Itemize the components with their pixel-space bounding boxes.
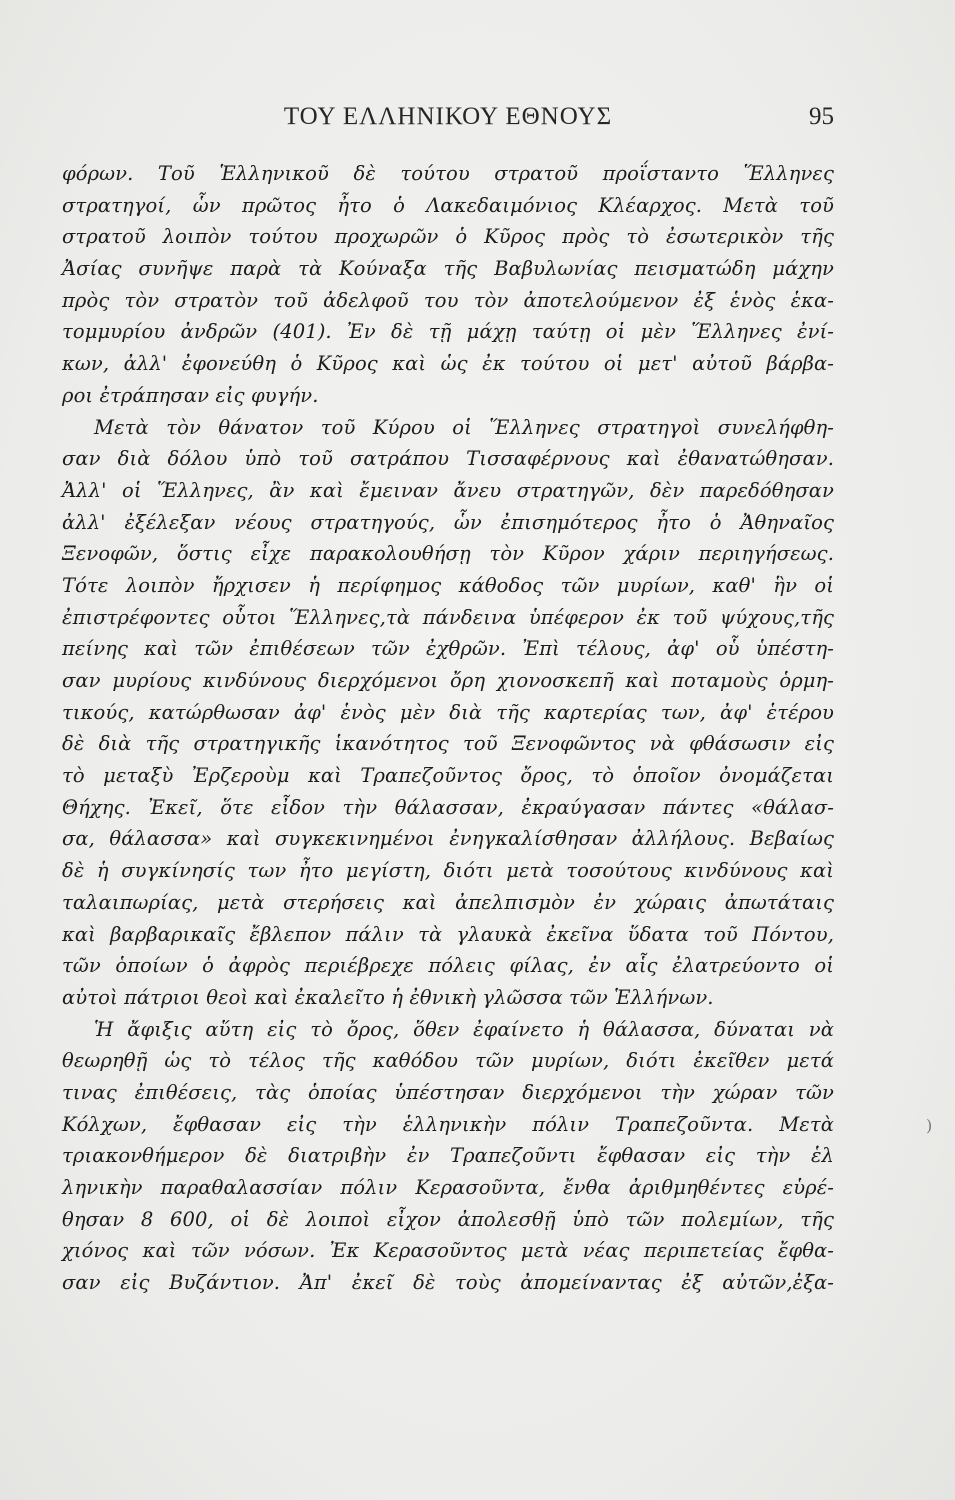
text-line: δὲ διὰ τῆς στρατηγικῆς ἱκανότητος τοῦ Ξενοφῶντος νὰ φθάσωσιν εἰς [62, 732, 834, 756]
text-line: σαν μυρίους κινδύνους διερχόμενοι ὄρη χιονοσκεπῆ καὶ ποταμοὺς ὁρμη- [62, 669, 834, 692]
text-line: ἀλλ' ἐξέλεξαν νέους στρατηγούς, ὧν ἐπισημότερος ἦτο ὁ Ἀθηναῖος [62, 510, 834, 534]
text-line: φόρων. Τοῦ Ἑλληνικοῦ δὲ τούτου στρατοῦ προΐσταντο Ἕλληνες [62, 162, 834, 185]
paragraph-start-line: Μετὰ τὸν θάνατον τοῦ Κύρου οἱ Ἕλληνες στρατηγοὶ συνελήφθη- [94, 415, 834, 439]
text-line: ταλαιπωρίας, μετὰ στερήσεις καὶ ἀπελπισμὸν ἐν χώραις ἀπωτάταις [62, 890, 834, 914]
text-line: ἐπιστρέφοντες οὗτοι Ἕλληνες,τὰ πάνδεινα ὑπέφερον ἐκ τοῦ ψύχους,τῆς [62, 605, 834, 629]
running-head [62, 103, 834, 143]
text-line: Ἀλλ' οἱ Ἕλληνες, ἂν καὶ ἔμειναν ἄνευ στρατηγῶν, δὲν παρεδόθησαν [62, 478, 834, 502]
text-line: δὲ ἡ συγκίνησίς των ἦτο μεγίστη, διότι μετὰ τοσούτους κινδύνους καὶ [62, 859, 834, 883]
text-line: τὸ μεταξὺ Ἐρζεροὺμ καὶ Τραπεζοῦντος ὄρος, τὸ ὁποῖον ὀνομάζεται [62, 764, 834, 788]
text-line: πείνης καὶ τῶν ἐπιθέσεων τῶν ἐχθρῶν. Ἐπὶ τέλους, ἀφ' οὗ ὑπέστη- [62, 637, 834, 661]
text-line: σαν εἰς Βυζάντιον. Ἀπ' ἐκεῖ δὲ τοὺς ἀπομείναντας ἐξ αὐτῶν,ἐξα- [62, 1271, 834, 1295]
text-line: τομμυρίου ἀνδρῶν (401). Ἐν δὲ τῇ μάχῃ ταύτῃ οἱ μὲν Ἕλληνες ἐνί- [62, 320, 834, 344]
text-line: κων, ἀλλ' ἐφονεύθη ὁ Κῦρος καὶ ὡς ἐκ τούτου οἱ μετ' αὐτοῦ βάρβα- [62, 352, 834, 376]
text-line: ροι ἐτράπησαν εἰς φυγήν. [62, 383, 319, 407]
running-title: ΤΟΥ ΕΛΛΗΝΙΚΟΥ ΕΘΝΟΥΣ [283, 103, 613, 130]
text-line: τινας ἐπιθέσεις, τὰς ὁποίας ὑπέστησαν διερχόμενοι τὴν χώραν τῶν [62, 1080, 834, 1104]
text-line: τριακονθήμερον δὲ διατριβὴν ἐν Τραπεζοῦντι ἔφθασαν εἰς τὴν ἑλ [62, 1144, 834, 1168]
text-line: Ἀσίας συνῆψε παρὰ τὰ Κούναξα τῆς Βαβυλωνίας πεισματώδη μάχην [62, 257, 834, 281]
text-line: Θήχης. Ἐκεῖ, ὅτε εἶδον τὴν θάλασσαν, ἐκραύγασαν πάντες «θάλασ- [62, 795, 834, 819]
text-line: καὶ βαρβαρικαῖς ἔβλεπον πάλιν τὰ γλαυκὰ ἐκεῖνα ὕδατα τοῦ Πόντου, [62, 922, 834, 946]
text-line: στρατοῦ λοιπὸν τούτου προχωρῶν ὁ Κῦρος πρὸς τὸ ἐσωτερικὸν τῆς [62, 225, 834, 249]
text-line: τῶν ὁποίων ὁ ἀφρὸς περιέβρεχε πόλεις φίλας, ἐν αἷς ἐλατρεύοντο οἱ [62, 954, 834, 978]
text-line: τικούς, κατώρθωσαν ἀφ' ἑνὸς μὲν διὰ τῆς καρτερίας των, ἀφ' ἑτέρου [62, 700, 834, 724]
text-line: Τότε λοιπὸν ἤρχισεν ἡ περίφημος κάθοδος τῶν μυρίων, καθ' ἣν οἱ [62, 573, 834, 597]
text-line: πρὸς τὸν στρατὸν τοῦ ἀδελφοῦ του τὸν ἀποτελούμενον ἐξ ἑνὸς ἑκα- [62, 288, 834, 312]
body-text [62, 158, 834, 1299]
text-line: Κόλχων, ἔφθασαν εἰς τὴν ἑλληνικὴν πόλιν Τραπεζοῦντα. Μετὰ [62, 1112, 834, 1136]
text-line: χιόνος καὶ τῶν νόσων. Ἐκ Κερασοῦντος μετὰ νέας περιπετείας ἔφθα- [62, 1239, 834, 1263]
text-line: αὐτοὶ πάτριοι θεοὶ καὶ ἐκαλεῖτο ἡ ἐθνικὴ γλῶσσα τῶν Ἑλλήνων. [62, 985, 714, 1009]
text-line: σαν διὰ δόλου ὑπὸ τοῦ σατράπου Τισσαφέρνους καὶ ἐθανατώθησαν. [62, 447, 834, 471]
text-line: Ξενοφῶν, ὅστις εἶχε παρακολουθήσῃ τὸν Κῦρον χάριν περιηγήσεως. [62, 542, 834, 566]
page-number: 95 [809, 103, 834, 130]
text-line: στρατηγοί, ὧν πρῶτος ἦτο ὁ Λακεδαιμόνιος Κλέαρχος. Μετὰ τοῦ [62, 193, 834, 217]
text-line: θεωρηθῇ ὡς τὸ τέλος τῆς καθόδου τῶν μυρίων, διότι ἐκεῖθεν μετά [62, 1049, 834, 1073]
text-line: ληνικὴν παραθαλασσίαν πόλιν Κερασοῦντα, ἔνθα ἀριθμηθέντες εὑρέ- [62, 1176, 834, 1199]
paragraph-start-line: Ἡ ἄφιξις αὕτη εἰς τὸ ὄρος, ὅθεν ἐφαίνετο ἡ θάλασσα, δύναται νὰ [94, 1017, 834, 1041]
text-line: σα, θάλασσα» καὶ συγκεκινημένοι ἐνηγκαλίσθησαν ἀλλήλους. Βεβαίως [62, 827, 834, 851]
margin-mark: ) [926, 1116, 933, 1135]
text-line: θησαν 8 600, οἱ δὲ λοιποὶ εἶχον ἀπολεσθῇ ὑπὸ τῶν πολεμίων, τῆς [62, 1207, 834, 1231]
